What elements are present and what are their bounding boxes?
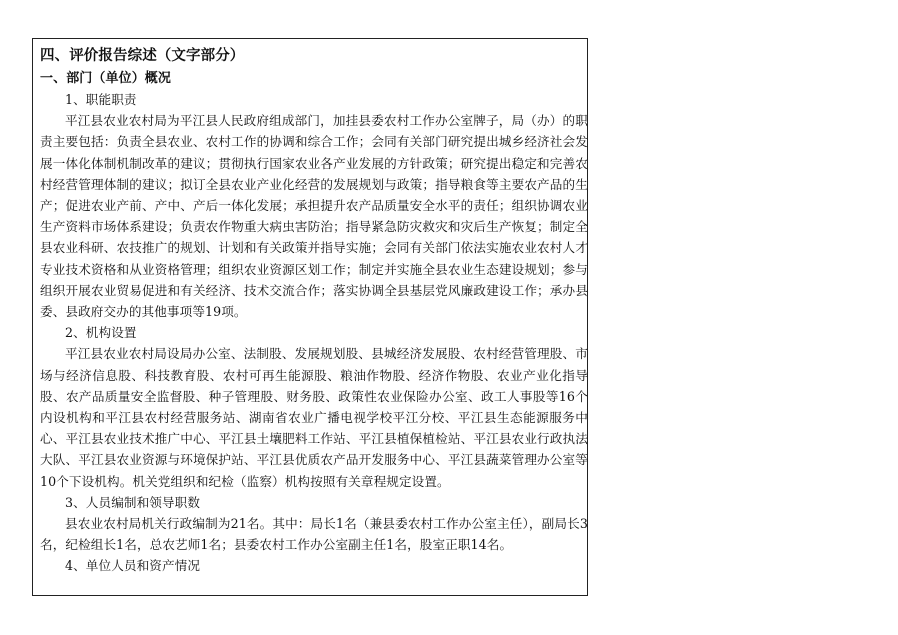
staff-paragraph: 县农业农村局机关行政编制为21名。其中：局长1名（兼县委农村工作办公室主任），副局长3名，纪检组长1名，总农艺师1名；县委农村工作办公室副主任1名，股室正职14名。 [40,516,588,553]
assets-heading: 4、单位人员和资产情况 [65,558,201,574]
org-heading: 2、机构设置 [65,325,137,341]
section-subtitle: 一、部门（单位）概况 [40,71,172,86]
org-paragraph: 平江县农业农村局设局办公室、法制股、发展规划股、县城经济发展股、农村经营管理股、市场与经济信息股、科技教育股、农村可再生能源股、粮油作物股、经济作物股、农业产业化指导股、农产品质量安全监督股、种子管理股、财务股、政策性农业保险办公室、政工人事股等16个内设机构和平江县农村经营服务站、湖南省农业广播电视学校平江分校、平江县生态能源服务中心、平江县农业技术推广中心、平江县土壤肥料工作站、平江县植保植检站、平江县农业行政执法大队、平江县农业资源与环境保护站、平江县优质农产品开发服务中心、平江县蔬菜管理办公室等10个下设机构。机关党组织和纪检（监察）机构按照有关章程规定设置。 [40,346,588,489]
section-title: 四、评价报告综述（文字部分） [40,48,245,64]
duties-paragraph: 平江县农业农村局为平江县人民政府组成部门，加挂县委农村工作办公室牌子，局（办）的职责主要包括：负责全县农业、农村工作的协调和综合工作；会同有关部门研究提出城乡经济社会发展一体化体制机制改革的建议；贯彻执行国家农业各产业发展的方针政策；研究提出稳定和完善农村经营管理体制的建议；拟订全县农业产业化经营的发展规划与政策；指导粮食等主要农产品的生产；促进农业产前、产中、产后一体化发展；承担提升农产品质量安全水平的责任；组织协调农业生产资料市场体系建设；负责农作物重大病虫害防治；指导紧急防灾救灾和灾后生产恢复；制定全县农业科研、农技推广的规划、计划和有关政策并指导实施；会同有关部门依法实施农业农村人才专业技术资格和从业资格管理；组织农业资源区划工作；制定并实施全县农业生态建设规划；参与组织开展农业贸易促进和有关经济、技术交流合作；落实协调全县基层党风廉政建设工作；承办县委、县政府交办的其他事项等19项。 [40,113,588,320]
report-section [40,45,588,577]
staff-heading: 3、人员编制和领导职数 [65,494,201,510]
duties-heading: 1、职能职责 [65,92,137,107]
